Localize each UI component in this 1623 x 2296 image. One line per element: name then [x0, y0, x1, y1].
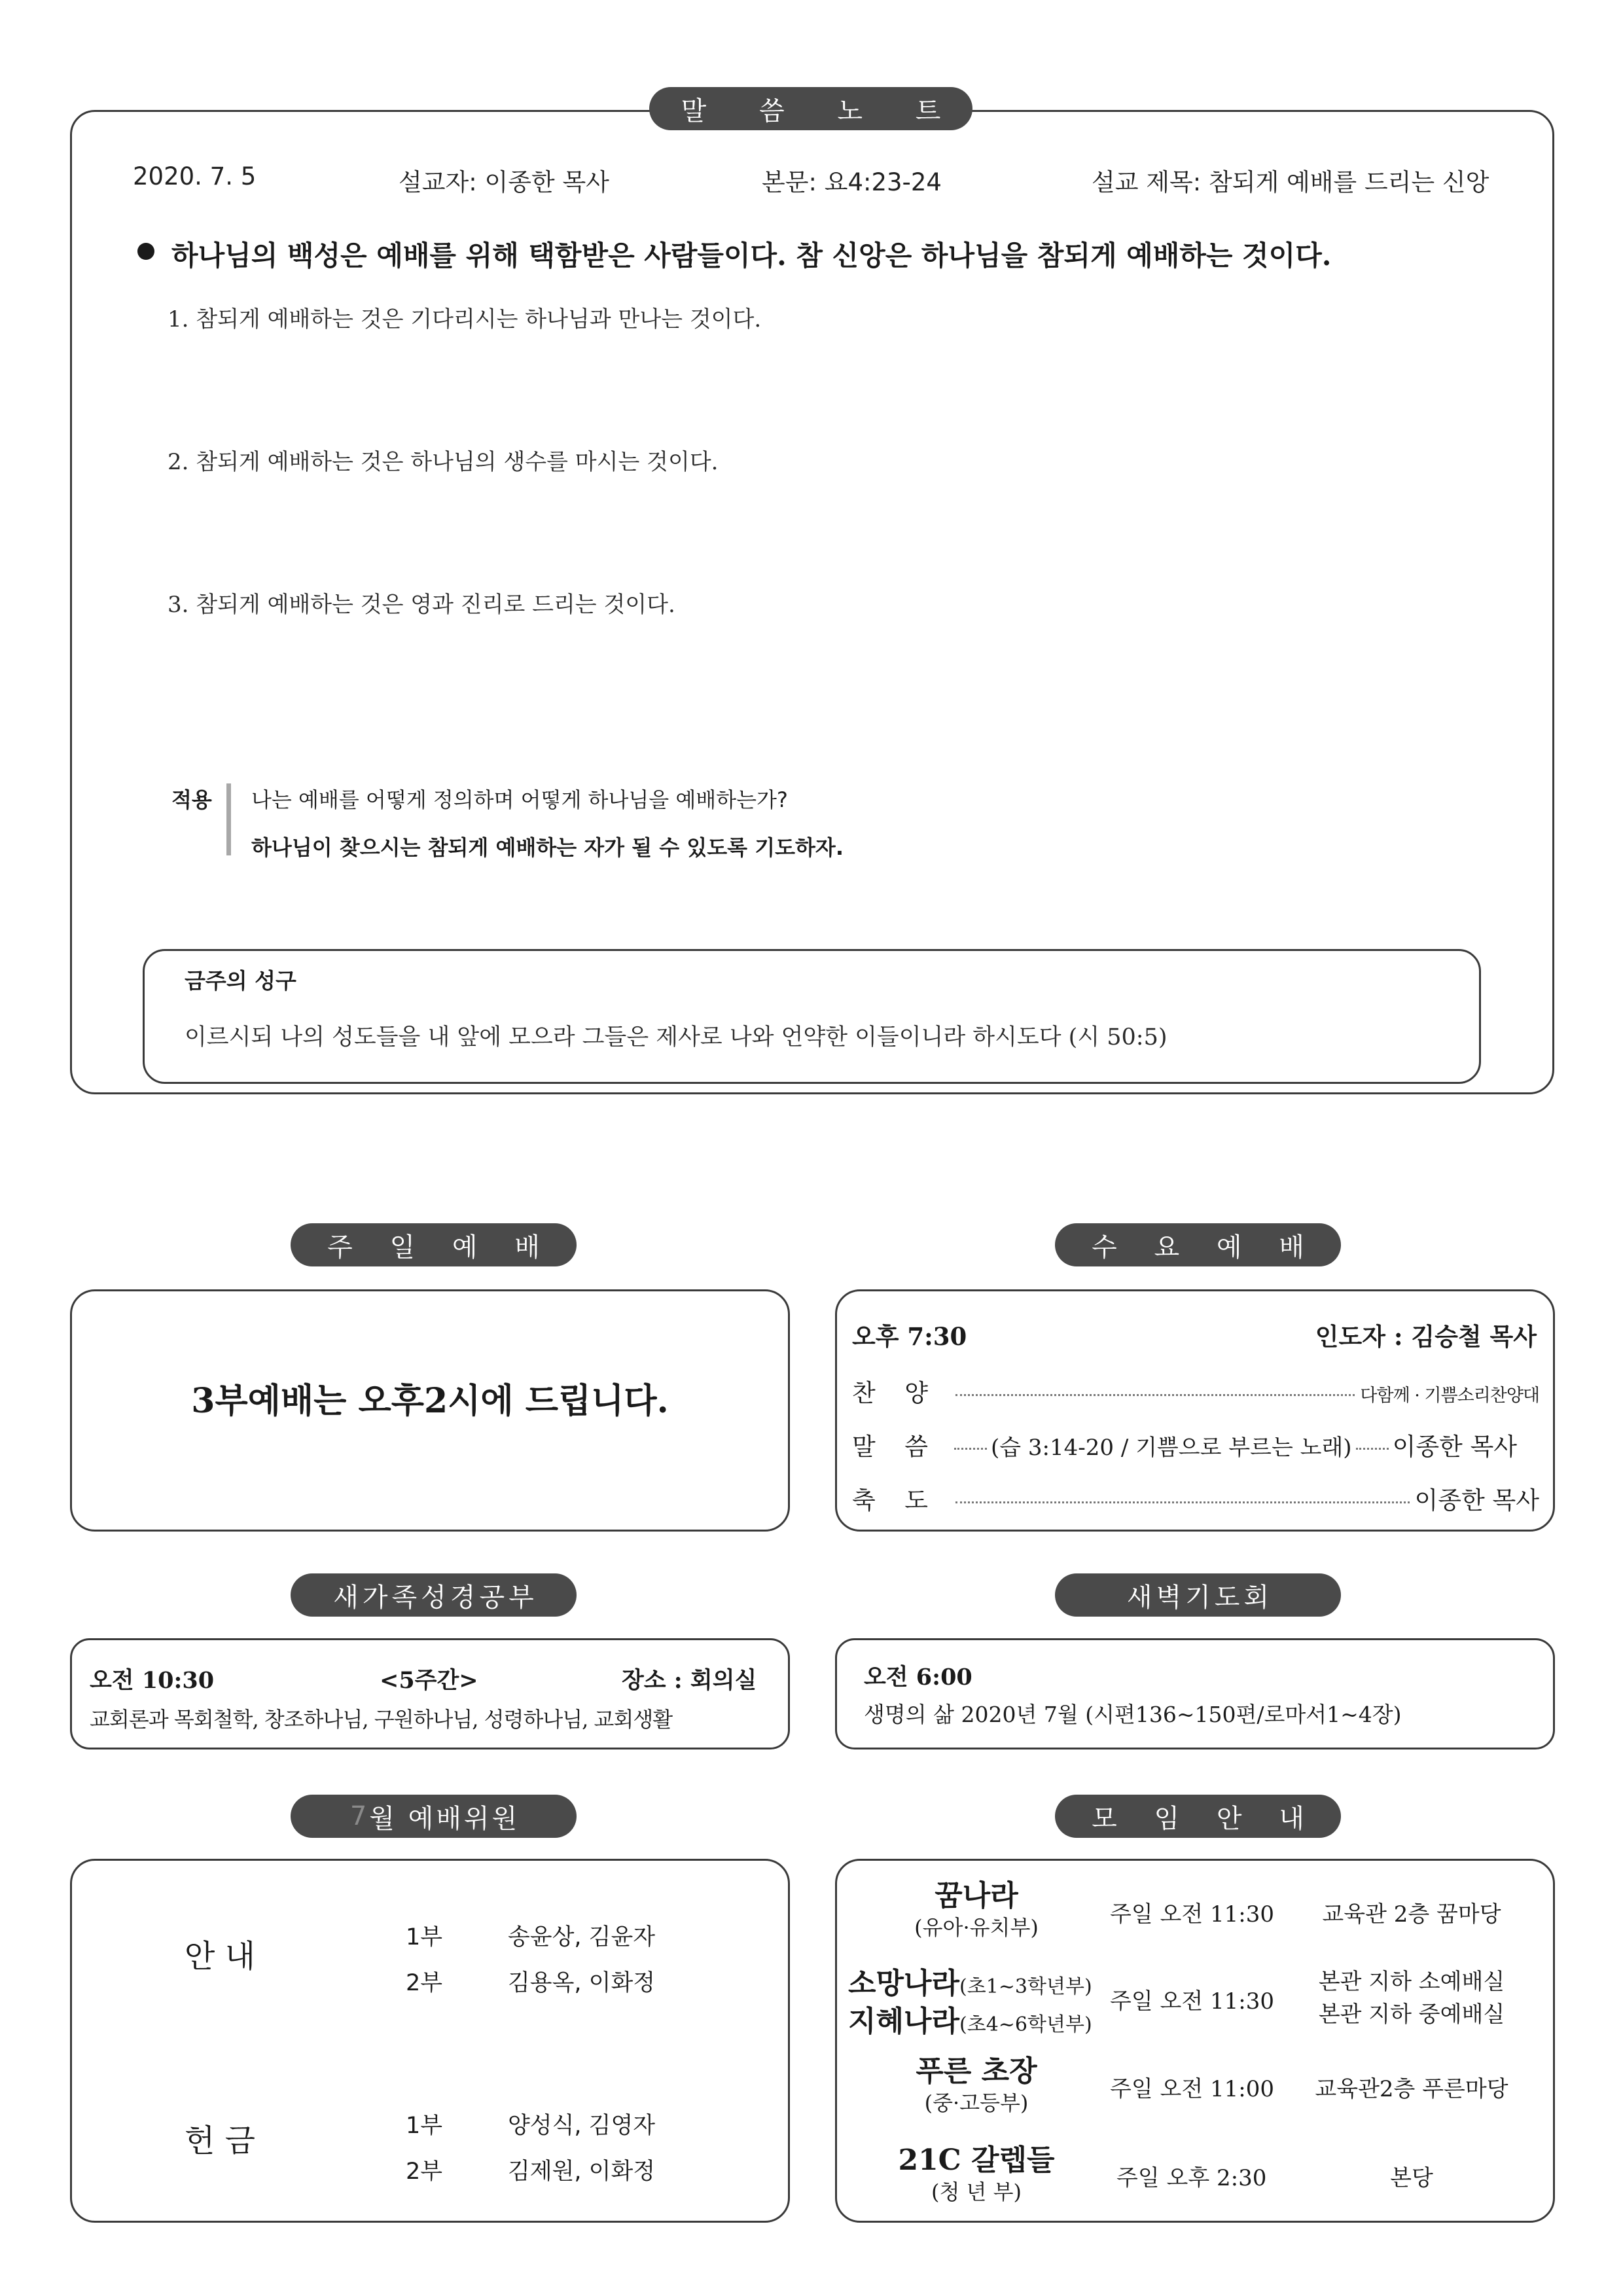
committee-names: 송윤상, 김윤자 [508, 1924, 656, 1950]
sermon-main-point: 하나님의 백성은 예배를 위해 택함받은 사람들이다. 참 신앙은 하나님을 참되게 예배하는 것이다. [171, 240, 1332, 272]
committee-service: 2부 [406, 2159, 443, 2185]
sermon-point-1: 1. 참되게 예배하는 것은 기다리시는 하나님과 만나는 것이다. [168, 306, 762, 332]
meeting-group: (유아·유치부) [914, 1915, 1039, 1940]
row-label-b: 양 [904, 1379, 928, 1407]
sermon-point-2: 2. 참되게 예배하는 것은 하나님의 생수를 마시는 것이다. [168, 449, 719, 475]
meeting-place: 교육관2층 푸른마당 [1315, 2076, 1508, 2102]
sermon-preacher: 설교자: 이종한 목사 [399, 168, 609, 196]
wednesday-worship-title: 수 요 예 배 [1055, 1223, 1341, 1266]
meeting-name [848, 1960, 1092, 2001]
row-label-a: 축 [852, 1486, 876, 1515]
committee-title-rest: 월 예배위원 [369, 1803, 520, 1834]
sunday-worship-title: 주 일 예 배 [291, 1223, 577, 1266]
committee-role-offering: 헌 금 [185, 2123, 255, 2159]
committee-month: 7 [349, 1801, 370, 1831]
meeting-time: 주일 오전 11:30 [1110, 1901, 1274, 1928]
row-label-a: 말 [852, 1433, 876, 1461]
weekly-verse-text: 이르시되 나의 성도들을 내 앞에 모으라 그들은 제사로 나와 언약한 이들이니라 하시도다 (시 50:5) [185, 1024, 1168, 1050]
leader-dots [1356, 1448, 1389, 1450]
committee-service: 2부 [406, 1970, 443, 1996]
wednesday-leader: 인도자 : 김승철 목사 [1315, 1322, 1537, 1351]
bible-study-duration: <5주간> [380, 1667, 478, 1694]
sermon-note-title: 말 씀 노 트 [649, 87, 972, 130]
meeting-time: 주일 오후 2:30 [1116, 2165, 1267, 2191]
row-label-b: 도 [904, 1486, 928, 1515]
meeting-name-sub: (초4~6학년부) [959, 2013, 1092, 2036]
apply-line-1: 나는 예배를 어떻게 정의하며 어떻게 하나님을 예배하는가? [251, 787, 788, 812]
bible-study-place: 장소 : 회의실 [622, 1667, 757, 1694]
sunday-worship-text: 3부예배는 오후2시에 드립니다. [191, 1381, 669, 1421]
committee-names: 양성식, 김영자 [508, 2113, 656, 2139]
meeting-name: 21C 갈렙들 [898, 2144, 1055, 2177]
meetings-title: 모 임 안 내 [1055, 1795, 1341, 1838]
committee-names: 김제원, 이화정 [508, 2159, 656, 2185]
apply-label: 적용 [171, 787, 212, 812]
meeting-place: 교육관 2층 꿈마당 [1322, 1901, 1501, 1928]
meeting-name: 푸른 초장 [916, 2054, 1037, 2088]
row-value: 다함께 · 기쁨소리찬양대 [1360, 1386, 1539, 1406]
row-value: 이종한 목사 [1392, 1433, 1518, 1461]
dawn-prayer-title: 새벽기도회 [1055, 1573, 1341, 1617]
row-label-a: 찬 [852, 1379, 876, 1407]
meeting-group: (청 년 부) [931, 2179, 1022, 2204]
bible-study-topics: 교회론과 목회철학, 창조하나님, 구원하나님, 성령하나님, 교회생활 [90, 1707, 673, 1732]
wednesday-row-benediction [852, 1480, 1539, 1516]
committee-role-usher: 안 내 [185, 1938, 255, 1975]
row-value: 이종한 목사 [1414, 1486, 1539, 1515]
committee-names: 김용옥, 이화정 [508, 1970, 656, 1996]
bible-study-time: 오전 10:30 [90, 1667, 215, 1694]
meeting-name-main: 소망나라 [848, 1967, 960, 2000]
meeting-name-main: 지혜나라 [848, 2005, 960, 2038]
row-detail: (습 3:14-20 / 기쁨으로 부르는 노래) [991, 1435, 1352, 1461]
sermon-scripture: 본문: 요4:23-24 [762, 168, 942, 196]
leader-dots [955, 1501, 1410, 1503]
weekly-verse-box [143, 949, 1481, 1084]
leader-dots [954, 1448, 987, 1450]
sermon-date: 2020. 7. 5 [133, 162, 257, 190]
meeting-name-sub: (초1~3학년부) [959, 1975, 1092, 1998]
meeting-time: 주일 오전 11:30 [1110, 1988, 1274, 2015]
meeting-place: 본관 지하 소예배실 [1318, 1969, 1505, 1995]
wednesday-row-hymn [852, 1373, 1539, 1408]
bullet-icon [137, 243, 154, 260]
meeting-time: 주일 오전 11:00 [1110, 2076, 1274, 2102]
sermon-point-3: 3. 참되게 예배하는 것은 영과 진리로 드리는 것이다. [168, 592, 675, 618]
family-bible-study-title: 새가족성경공부 [291, 1573, 577, 1617]
dawn-prayer-panel [835, 1638, 1555, 1749]
leader-dots [955, 1394, 1355, 1396]
dawn-prayer-text: 생명의 삶 2020년 7월 (시편136~150편/로마서1~4장) [864, 1702, 1402, 1727]
wednesday-time: 오후 7:30 [852, 1322, 967, 1351]
apply-line-2: 하나님이 찾으시는 참되게 예배하는 자가 될 수 있도록 기도하자. [251, 835, 844, 860]
meeting-place: 본당 [1390, 2165, 1433, 2191]
dawn-prayer-time: 오전 6:00 [864, 1664, 972, 1691]
committee-service: 1부 [406, 2113, 443, 2139]
meeting-place: 본관 지하 중예배실 [1318, 2001, 1505, 2028]
sermon-title: 설교 제목: 참되게 예배를 드리는 신앙 [1092, 168, 1489, 196]
wednesday-row-sermon [852, 1427, 1539, 1462]
row-label-b: 씀 [904, 1433, 928, 1461]
meeting-name: 꿈나라 [935, 1879, 1018, 1912]
meeting-group: (중·고등부) [924, 2090, 1029, 2115]
service-committee-title [291, 1795, 577, 1838]
committee-service: 1부 [406, 1924, 443, 1950]
apply-divider [226, 783, 231, 855]
weekly-verse-title: 금주의 성구 [185, 968, 296, 994]
meeting-name [848, 1998, 1092, 2039]
